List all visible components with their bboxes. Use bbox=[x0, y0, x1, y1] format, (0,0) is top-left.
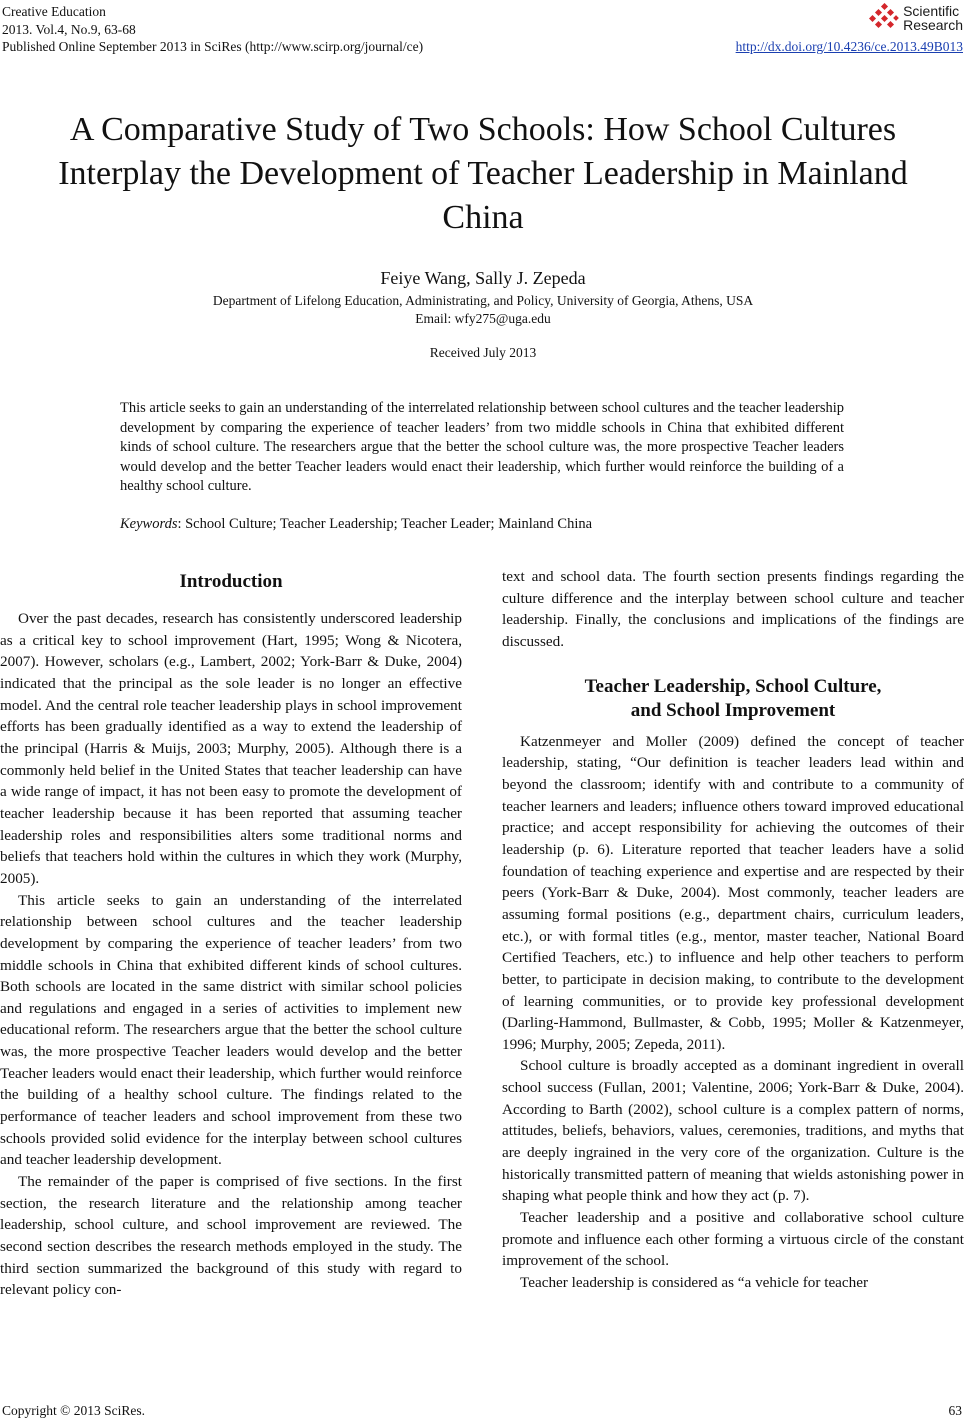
paragraph: Katzenmeyer and Moller (2009) defined the concept of teacher leadership, stating, “Our definition is teacher leaders lead within and beyond the classroom; identify with and contribute to a community of teacher learners and leaders; influence others toward improved educational practice; and accept responsibility for achieving the outcomes of their leadership (p. 6). Literature reported that teacher leaders have a solid foundation of teaching experience and expertise and are respected by their peers (York-Barr & Duke, 2004). Most commonly, teacher leaders are assuming formal positions (e.g., department chairs, curriculum leaders, etc.), or with formal titles (e.g., mentor, master teacher, National Board Certified Teachers, etc.) to influence and help other teachers to perform better, to participate in decision making, to contribute to the development of learning communities, or to provide key professional development (Darling-Hammond, Bullmaster, & Cobb, 1995; Moller & Katzenmeyer, 1996; Murphy, 2005; Zepeda, 2011). bbox=[502, 732, 964, 1053]
email[interactable]: Email: wfy275@uga.edu bbox=[415, 311, 551, 326]
affiliation-block bbox=[0, 292, 966, 328]
affiliation: Department of Lifelong Education, Administrating, and Policy, University of Georgia, Athens, USA bbox=[212, 293, 754, 308]
journal-name: Creative Education bbox=[2, 4, 106, 19]
published-line: Published Online September 2013 in SciRes (http://www.scirp.org/journal/ce) bbox=[2, 39, 424, 54]
logo-line1: Scientific bbox=[903, 3, 960, 19]
publisher-logo bbox=[736, 0, 963, 36]
page-number: 63 bbox=[948, 1403, 962, 1418]
paragraph: Teacher leadership and a positive and collaborative school culture promote and influence each other forming a virtuous circle of the constant improvement of the school. bbox=[502, 1209, 964, 1270]
keywords bbox=[120, 516, 844, 533]
header-right bbox=[736, 0, 963, 55]
scientific-research-logo-icon bbox=[869, 3, 899, 33]
section-heading-teacher-leadership bbox=[502, 675, 964, 723]
copyright: Copyright © 2013 SciRes. bbox=[2, 1403, 146, 1418]
paragraph: This article seeks to gain an understanding of the interrelated relationship between school cultures and the teacher leadership development by comparing the experience of teacher leaders’ from two middle schools in China that exhibited different kinds of school cultures. Both schools are located in the same district with similar school policies and regulations and engaged in a series of activities to implement new educational reform. The researchers argue that the better the school culture was, the more prospective Teacher leaders would develop and the better Teacher leaders would enact their leadership, which further would reinforce the building of a healthy school culture. The findings related to the performance of teacher leaders and school improvement from these two schools provided solid evidence for the interplay between school cultures and teacher leadership development. bbox=[0, 891, 462, 1169]
paragraph: The remainder of the paper is comprised of five sections. In the first section, the research literature and the relationship among teacher leadership, school culture, and school improvement are reviewed. The second section describes the research methods employed in the study. The third section summarized the background of this study with regard to relevant policy con- bbox=[0, 1173, 462, 1299]
paragraph: School culture is broadly accepted as a dominant ingredient in overall school success (Fullan, 2001; Valentine, 2006; York-Barr & Duke, 2004). According to Barth (2002), school culture is a complex pattern of norms, attitudes, beliefs, behaviors, values, ceremonies, traditions, and myths that are deeply ingrained in the very core of the organization. Culture is the historically transmitted pattern of meaning that wields astonishing power in shaping what people think and how they act (p. 7). bbox=[502, 1057, 964, 1205]
article-title: A Comparative Study of Two Schools: How School Cultures Interplay the Development of Teacher Leadership in Mainland China bbox=[58, 111, 908, 236]
left-column bbox=[0, 566, 462, 1301]
paragraph: Over the past decades, research has consistently underscored leadership as a critical key to school improvement (Hart, 1995; Wong & Nicotera, 2007). However, scholars (e.g., Lambert, 2002; York-Barr & Duke, 2004) indicated that the principal as the sole leader is no longer an effective model. And the central role teacher leadership plays in school improvement efforts has been gradually identified as a way to extend the leadership of the principal (Harris & Muijs, 2003; Murphy, 2005). Although there is a commonly held belief in the United States that teacher leadership can have a wide range of impact, it has not been easy to promote the development of teacher leadership because it has been reported that assuming teacher leadership roles and responsibilities alters some traditional norms and beliefs that teachers hold within the cultures in which they work (Murphy, 2005). bbox=[0, 610, 462, 887]
abstract: This article seeks to gain an understanding of the interrelated relationship between school cultures and the teacher leadership development by comparing the experience of teacher leaders’ from two middle schools in China that exhibited different kinds of school culture. The researchers argue that the better the school culture was, the more prospective Teacher leaders would develop and the better Teacher leaders would enact their leadership, which further would reinforce the building of a healthy school culture. bbox=[120, 400, 844, 494]
section-heading-introduction: Introduction bbox=[179, 571, 283, 592]
paragraph: Teacher leadership is considered as “a vehicle for teacher bbox=[520, 1274, 869, 1292]
paragraph: text and school data. The fourth section presents findings regarding the culture difference and the interplay between school culture and teacher leadership. Finally, the conclusions and implications of the findings are discussed. bbox=[502, 568, 964, 650]
keywords-label: Keywords bbox=[120, 516, 178, 532]
right-column bbox=[502, 566, 964, 1294]
doi-link[interactable]: http://dx.doi.org/10.4236/ce.2013.49B013 bbox=[735, 39, 963, 54]
logo-line2: Research bbox=[903, 17, 963, 33]
heading-line2: and School Improvement bbox=[630, 699, 836, 721]
authors: Feiye Wang, Sally J. Zepeda bbox=[380, 268, 586, 288]
journal-header bbox=[2, 3, 423, 56]
keywords-list: : School Culture; Teacher Leadership; Teacher Leader; Mainland China bbox=[177, 516, 593, 532]
heading-line1: Teacher Leadership, School Culture, bbox=[584, 675, 882, 697]
journal-volume: 2013. Vol.4, No.9, 63-68 bbox=[2, 21, 136, 37]
received-date: Received July 2013 bbox=[429, 345, 537, 360]
